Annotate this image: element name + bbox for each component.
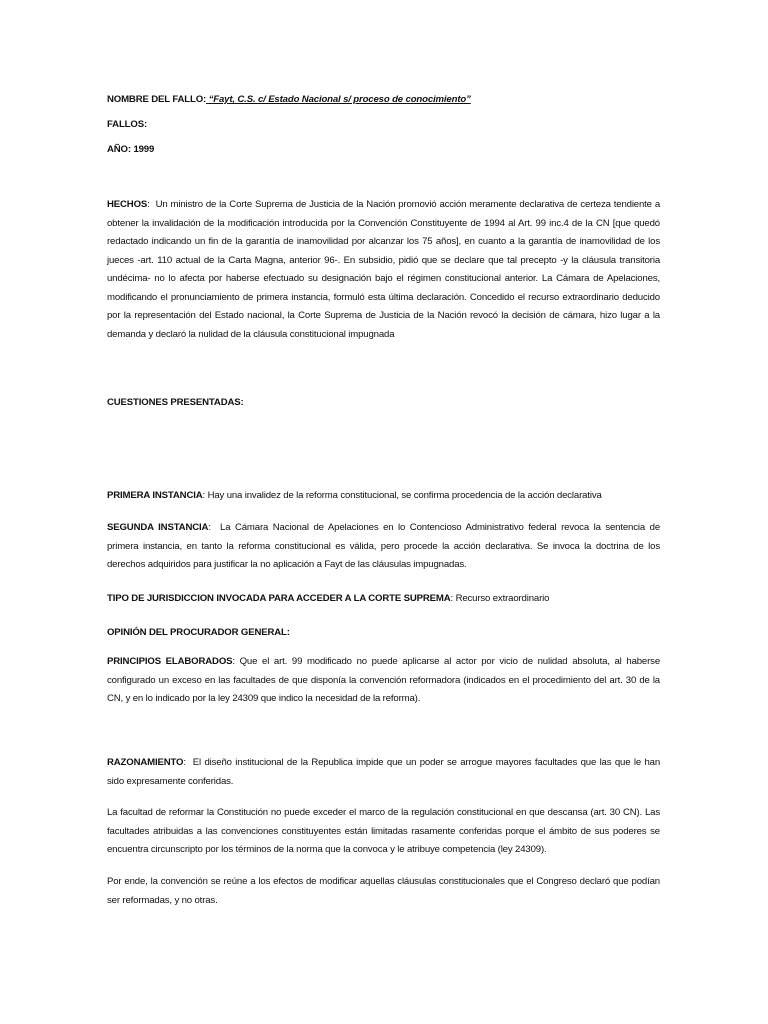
nombre-del-fallo-line: NOMBRE DEL FALLO: “Fayt, C.S. c/ Estado Nacional s/ proceso de conocimiento” bbox=[107, 94, 471, 105]
primera-text: Hay una invalidez de la reforma constitucional, se confirma procedencia de la acción declarativa bbox=[207, 490, 602, 501]
anio-value: 1999 bbox=[133, 144, 155, 155]
segunda-label: SEGUNDA INSTANCIA bbox=[107, 522, 209, 533]
razonamiento-paragraph: RAZONAMIENTO: El diseño institucional de la Republica impide que un poder se arrogue mayores facultades que las que le han sido expresamente conferidas. bbox=[107, 757, 661, 787]
principios-text: Que el art. 99 modificado no puede aplicarse al actor por vicio de nulidad absoluta, al haberse configurado un exceso en las facultades de que disponía la convención reformadora (indicados en el procedimiento del art. 30 de la CN, y en lo indicado por la ley 24309 que indico la necesidad de la reforma). bbox=[107, 656, 660, 704]
opinion-label: OPINIÓN DEL PROCURADOR GENERAL bbox=[107, 627, 287, 638]
razonamiento-paragraph-3: Por ende, la convención se reúne a los efectos de modificar aquellas cláusulas constitucionales que el Congreso declaró que podían ser reformadas, y no otras. bbox=[107, 876, 660, 906]
principios-label: PRINCIPIOS ELABORADOS bbox=[107, 656, 233, 667]
tipo-jurisdiccion-paragraph: TIPO DE JURISDICCION INVOCADA PARA ACCEDER A LA CORTE SUPREMA: Recurso extraordinario bbox=[107, 593, 550, 604]
principios-paragraph: PRINCIPIOS ELABORADOS: Que el art. 99 modificado no puede aplicarse al actor por vicio de nulidad absoluta, al haberse configurado un exceso en las facultades de que disponía la convención reformadora (indicados en el procedimiento del art. 30 de la CN, y en lo indicado por la ley 24309 que indico la necesidad de la reforma). bbox=[107, 656, 660, 704]
cuestiones-line: CUESTIONES PRESENTADAS: bbox=[107, 397, 244, 408]
tipo-label: TIPO DE JURISDICCION INVOCADA PARA ACCEDER A LA CORTE SUPREMA bbox=[107, 593, 451, 604]
opinion-line: OPINIÓN DEL PROCURADOR GENERAL: bbox=[107, 627, 290, 638]
anio-label: AÑO bbox=[107, 144, 128, 155]
hechos-text: Un ministro de la Corte Suprema de Justicia de la Nación promovió acción meramente declarativa de certeza tendiente a obtener la invalidación de la modificación introducida por la Convención Constituyente de 1994 al Art. 99 inc.4 de la CN [que quedó redactado indicando un fin de la garantía de inamovilidad por alcanzar los 75 años], en cuanto a la garantía de inamovilidad de los jueces -art. 110 actual de la Carta Magna, anterior 96-. En subsidio, pidió que se declare que tal precepto -y la cláusula transitoria undécima- no lo afecta por haberse efectuado su designación bajo el régimen constitucional anterior. La Cámara de Apelaciones, modificando el pronunciamiento de primera instancia, formuló esta última declaración. Concedido el recurso extraordinario deducido por la representación del Estado nacional, la Corte Suprema de Justicia de la Nación revocó la decisión de cámara, hizo lugar a la demanda y declaró la nulidad de la cláusula constitucional impugnada bbox=[107, 199, 661, 340]
hechos-paragraph: HECHOS: Un ministro de la Corte Suprema de Justicia de la Nación promovió acción meramente declarativa de certeza tendiente a obtener la invalidación de la modificación introducida por la Convención Constituyente de 1994 al Art. 99 inc.4 de la CN [que quedó redactado indicando un fin de la garantía de inamovilidad por alcanzar los 75 años], en cuanto a la garantía de inamovilidad de los jueces -art. 110 actual de la Carta Magna, anterior 96-. En subsidio, pidió que se declare que tal precepto -y la cláusula transitoria undécima- no lo afecta por haberse efectuado su designación bajo el régimen constitucional anterior. La Cámara de Apelaciones, modificando el pronunciamiento de primera instancia, formuló esta última declaración. Concedido el recurso extraordinario deducido por la representación del Estado nacional, la Corte Suprema de Justicia de la Nación revocó la decisión de cámara, hizo lugar a la demanda y declaró la nulidad de la cláusula constitucional impugnada bbox=[107, 199, 661, 340]
cuestiones-label: CUESTIONES PRESENTADAS bbox=[107, 397, 241, 408]
fallos-label: FALLOS: bbox=[107, 119, 147, 130]
razonamiento-text: El diseño institucional de la Republica impide que un poder se arrogue mayores facultades que las que le han sido expresamente conferidas. bbox=[107, 757, 661, 787]
segunda-instancia-paragraph: SEGUNDA INSTANCIA: La Cámara Nacional de Apelaciones en lo Contencioso Administrativo federal revoca la sentencia de primera instancia, en tanto la reforma constitucional es válida, pero procede la acción declarativa. Se invoca la doctrina de los derechos adquiridos para justificar la no aplicación a Fayt de las cláusulas impugnadas. bbox=[107, 522, 660, 570]
hechos-label: HECHOS bbox=[107, 199, 148, 210]
nombre-label: NOMBRE DEL FALLO bbox=[107, 94, 204, 105]
primera-label: PRIMERA INSTANCIA bbox=[107, 490, 203, 501]
razonamiento-paragraph-2: La facultad de reformar la Constitución no puede exceder el marco de la regulación constitucional en que descansa (art. 30 CN). Las facultades atribuidas a las convenciones constituyentes están limitadas rasamente conferidas porque el ámbito de sus poderes se encuentra circunscripto por los términos de la norma que la convoca y le atribuye competencia (ley 24309). bbox=[107, 807, 660, 855]
nombre-value: “Fayt, C.S. c/ Estado Nacional s/ proceso de conocimiento” bbox=[208, 94, 471, 105]
tipo-text: Recurso extraordinario bbox=[455, 593, 550, 604]
segunda-text: La Cámara Nacional de Apelaciones en lo Contencioso Administrativo federal revoca la sentencia de primera instancia, en tanto la reforma constitucional es válida, pero procede la acción declarativa. Se invoca la doctrina de los derechos adquiridos para justificar la no aplicación a Fayt de las cláusulas impugnadas. bbox=[107, 522, 660, 570]
primera-instancia-paragraph: PRIMERA INSTANCIA: Hay una invalidez de la reforma constitucional, se confirma procedencia de la acción declarativa bbox=[107, 490, 602, 501]
razonamiento-label: RAZONAMIENTO bbox=[107, 757, 184, 768]
anio-line: AÑO: 1999 bbox=[107, 144, 155, 155]
